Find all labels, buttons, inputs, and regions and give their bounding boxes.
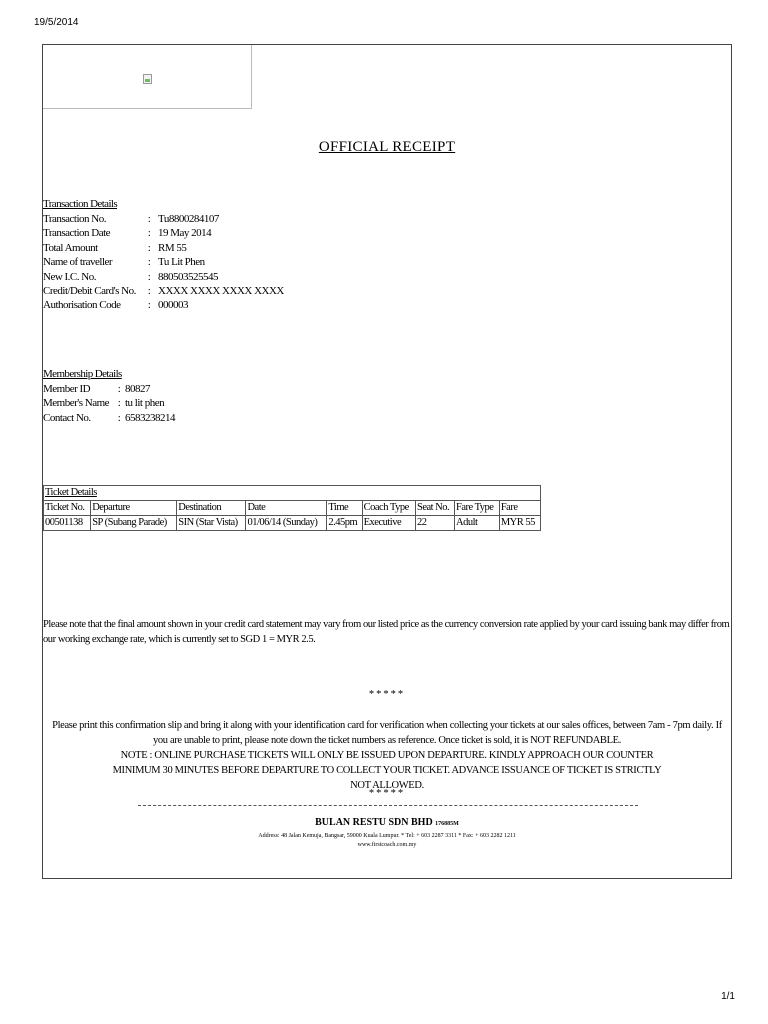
receipt-frame [42, 44, 732, 879]
ticket-cell: Adult [454, 516, 499, 531]
transaction-label: New I.C. No. [43, 270, 96, 283]
receipt-title: OFFICIAL RECEIPT [318, 139, 456, 155]
exchange-rate-note: Please note that the final amount shown in your credit card statement may vary from our listed price as the currency conversion rate applied by your card issuing bank may differ from our working exchange rate, which is currently set to SGD 1 = MYR 2.5. [43, 619, 730, 645]
membership-row [43, 396, 175, 410]
colon-separator: : [147, 299, 151, 312]
ticket-cell: Executive [362, 516, 415, 531]
transaction-label: Credit/Debit Card's No. [43, 285, 136, 298]
broken-image-icon [143, 74, 152, 84]
logo-placeholder [43, 45, 252, 109]
ticket-column-header: Coach Type [362, 501, 415, 516]
transaction-label: Transaction No. [43, 213, 106, 225]
colon-separator: : [147, 227, 151, 240]
membership-row [43, 411, 175, 425]
counter-note: NOTE : ONLINE PURCHASE TICKETS WILL ONLY BE ISSUED UPON DEPARTURE. KINDLY APPROACH OUR COUNTER MINIMUM 30 MINUTES BEFORE DEPARTURE TO COLLECT YOUR TICKET. ADVANCE ISSUANCE OF TICKET IS STRICTLY NOT ALLOWED. [112, 750, 662, 791]
transaction-label: Transaction Date [43, 227, 111, 240]
transaction-value: Tu Lit Phen [158, 256, 205, 269]
ticket-cell: 2.45pm [327, 516, 362, 531]
ticket-column-header: Date [246, 501, 327, 516]
transaction-row [43, 226, 284, 240]
membership-value: 80827 [125, 383, 150, 395]
transaction-row [43, 212, 284, 226]
ticket-table-heading: Ticket Details [44, 486, 541, 501]
ticket-column-header: Departure [91, 501, 177, 516]
transaction-value: Tu8800284107 [158, 213, 219, 225]
separator-stars: ***** [368, 689, 406, 700]
transaction-value: XXXX XXXX XXXX XXXX [158, 285, 284, 298]
membership-row [43, 382, 175, 396]
print-date: 19/5/2014 [34, 17, 79, 28]
company-website: www.firstcoach.com.my [357, 842, 417, 848]
dashed-divider [138, 805, 638, 806]
colon-separator: : [147, 256, 151, 269]
membership-label: Member's Name [43, 397, 110, 410]
transaction-value: 19 May 2014 [158, 227, 212, 240]
ticket-cell: 22 [415, 516, 454, 531]
separator-stars-2: ***** [368, 788, 406, 799]
transaction-heading: Transaction Details [43, 198, 118, 210]
ticket-cell: SP (Subang Parade) [91, 516, 177, 531]
ticket-cell: 01/06/14 (Sunday) [246, 516, 327, 531]
page-number: 1/1 [721, 991, 735, 1002]
membership-label: Member ID [43, 383, 91, 395]
colon-separator: : [117, 397, 121, 410]
transaction-row [43, 255, 284, 269]
transaction-label: Name of traveller [43, 256, 113, 269]
colon-separator: : [117, 383, 121, 395]
colon-separator: : [117, 411, 121, 424]
transaction-value: RM 55 [158, 241, 187, 254]
membership-heading: Membership Details [43, 368, 122, 380]
ticket-column-header: Seat No. [415, 501, 454, 516]
ticket-column-header: Fare Type [454, 501, 499, 516]
colon-separator: : [147, 270, 151, 283]
company-line [43, 817, 731, 828]
colon-separator: : [147, 285, 151, 298]
ticket-header-row [44, 501, 541, 516]
transaction-label: Total Amount [43, 241, 98, 254]
colon-separator: : [147, 241, 151, 254]
membership-value: 6583238214 [125, 411, 175, 424]
ticket-cell: SIN (Star Vista) [177, 516, 246, 531]
ticket-table [43, 485, 541, 531]
company-name: BULAN RESTU SDN BHD [315, 817, 433, 828]
company-reg-no: 176885M [435, 821, 459, 827]
ticket-column-header: Time [327, 501, 362, 516]
transaction-row [43, 270, 284, 284]
transaction-row [43, 284, 284, 298]
membership-value: tu lit phen [125, 397, 165, 410]
transaction-row [43, 241, 284, 255]
ticket-row [44, 516, 541, 531]
transaction-row [43, 298, 284, 312]
transaction-value: 000003 [158, 299, 188, 312]
print-instruction: Please print this confirmation slip and bring it along with your identification card for verification when collecting your tickets at our sales offices, between 7am - 7pm daily. If you are unable to print, please note down the ticket numbers as reference. Once ticket is sold, it is NOT REFUNDABLE. [52, 720, 722, 746]
transaction-details [43, 212, 284, 313]
transaction-label: Authorisation Code [43, 299, 121, 312]
ticket-column-header: Fare [499, 501, 540, 516]
colon-separator: : [147, 213, 151, 225]
company-address: Address: 48 Jalan Kemuja, Bangsar, 59000 Kuala Lumpur. * Tel: + 603 2287 3311 * Fax: + 603 2282 1211 [258, 833, 516, 839]
ticket-cell: 00501138 [44, 516, 91, 531]
ticket-cell: MYR 55 [499, 516, 540, 531]
transaction-value: 880503525545 [158, 270, 218, 283]
membership-details [43, 382, 175, 425]
ticket-column-header: Ticket No. [44, 501, 91, 516]
ticket-column-header: Destination [177, 501, 246, 516]
membership-label: Contact No. [43, 411, 91, 424]
